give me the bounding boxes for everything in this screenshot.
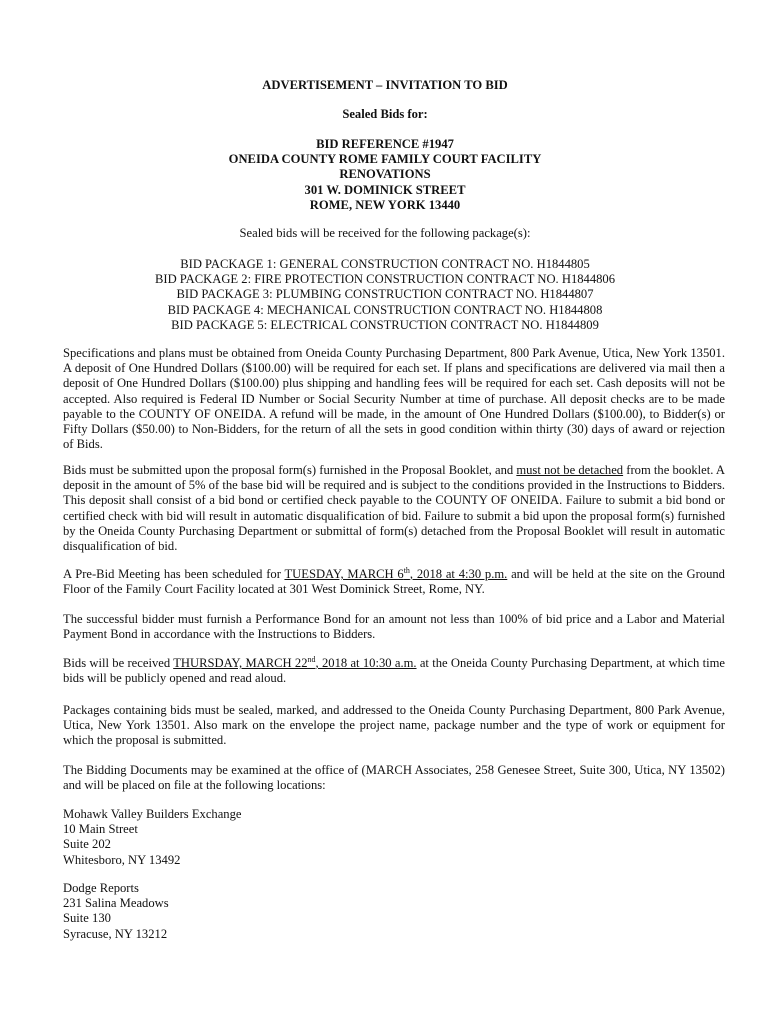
document-subtitle: Sealed Bids for: bbox=[342, 107, 428, 121]
location-address-block bbox=[63, 881, 463, 942]
proposal-text: from the booklet. A deposit in the amount of 5% of the base bid will be required and is subject to the conditions provided in the Instructions to Bidders. This deposit shall consist of a bid bond or certified check payable to the COUNTY OF ONEIDA. Failure to submit a bid bond or certified check with bid will result in automatic disqualification of bid. Failure to submit a bid upon the proposal form(s) furnished by the Oneida County Purchasing Department or submittal of form(s) detached from the Proposal Booklet will result in automatic disqualification of bid. bbox=[63, 463, 725, 554]
packages-intro: Sealed bids will be received for the following package(s): bbox=[239, 226, 531, 240]
bid-opening-time-text: , 2018 at 10:30 a.m. bbox=[315, 656, 417, 670]
bid-reference-line: BID REFERENCE #1947 bbox=[316, 137, 454, 151]
pre-bid-date-text: TUESDAY, MARCH 6 bbox=[284, 567, 404, 581]
location-address-block bbox=[63, 807, 463, 868]
bid-packages-list bbox=[0, 257, 770, 333]
bond-paragraph: The successful bidder must furnish a Performance Bond for an amount not less than 100% of bid price and a Labor and Material Payment Bond in accordance with the Instructions to Bidders. bbox=[63, 612, 725, 642]
must-not-detach-text: must not be detached bbox=[516, 463, 624, 477]
bids-received-paragraph bbox=[63, 656, 725, 686]
bid-opening-date-suffix: nd bbox=[307, 654, 316, 664]
location-street: 231 Salina Meadows bbox=[63, 896, 169, 911]
bid-opening-date-text: THURSDAY, MARCH 22 bbox=[173, 656, 308, 670]
bid-package-item: BID PACKAGE 1: GENERAL CONSTRUCTION CONTRACT NO. H1844805 bbox=[180, 257, 590, 271]
location-name: Dodge Reports bbox=[63, 881, 139, 895]
document-title: ADVERTISEMENT – INVITATION TO BID bbox=[262, 78, 508, 92]
bid-package-item: BID PACKAGE 3: PLUMBING CONSTRUCTION CONTRACT NO. H1844807 bbox=[176, 287, 594, 302]
project-name-line: ONEIDA COUNTY ROME FAMILY COURT FACILITY bbox=[228, 152, 542, 167]
pre-bid-date-suffix: th bbox=[403, 565, 410, 575]
pre-bid-text: A Pre-Bid Meeting has been scheduled for bbox=[63, 567, 285, 581]
bid-package-item: BID PACKAGE 4: MECHANICAL CONSTRUCTION CONTRACT NO. H1844808 bbox=[167, 302, 603, 317]
location-city: Syracuse, NY 13212 bbox=[63, 926, 168, 941]
location-street: 10 Main Street bbox=[63, 822, 138, 837]
bid-package-item: BID PACKAGE 2: FIRE PROTECTION CONSTRUCTION CONTRACT NO. H1844806 bbox=[154, 272, 616, 287]
pre-bid-text: and will be held at the site on the Ground Floor of the Family Court Facility located at 301 West Dominick Street, Rome, NY. bbox=[63, 567, 725, 597]
proposal-text: Bids must be submitted upon the proposal form(s) furnished in the Proposal Booklet, and bbox=[63, 463, 517, 477]
pre-bid-meeting-paragraph bbox=[63, 567, 725, 597]
bids-received-text: at the Oneida County Purchasing Department, at which time bids will be publicly opened and read aloud. bbox=[63, 656, 725, 686]
pre-bid-time-text: , 2018 at 4:30 p.m. bbox=[409, 567, 508, 581]
location-city: Whitesboro, NY 13492 bbox=[63, 852, 181, 867]
bid-reference-block bbox=[0, 137, 770, 213]
bid-package-item: BID PACKAGE 5: ELECTRICAL CONSTRUCTION CONTRACT NO. H1844809 bbox=[171, 317, 599, 332]
bid-opening-date bbox=[173, 656, 416, 670]
location-suite: Suite 202 bbox=[63, 837, 111, 852]
packages-sealed-paragraph: Packages containing bids must be sealed, marked, and addressed to the Oneida County Purchasing Department, 800 Park Avenue, Utica, New York 13501. Also mark on the envelope the project name, package number and the type of work or equipment for which the proposal is submitted. bbox=[63, 703, 725, 748]
project-city-line: ROME, NEW YORK 13440 bbox=[309, 197, 461, 212]
proposal-paragraph bbox=[63, 463, 725, 554]
project-address-line: 301 W. DOMINICK STREET bbox=[304, 182, 466, 197]
examination-paragraph: The Bidding Documents may be examined at the office of (MARCH Associates, 258 Genesee Street, Suite 300, Utica, NY 13502) and will be placed on file at the following locations: bbox=[63, 763, 725, 793]
bids-received-text: Bids will be received bbox=[63, 656, 174, 670]
location-suite: Suite 130 bbox=[63, 911, 111, 926]
project-name-line: RENOVATIONS bbox=[339, 167, 431, 182]
location-name: Mohawk Valley Builders Exchange bbox=[63, 807, 242, 821]
pre-bid-date bbox=[284, 567, 507, 581]
specifications-paragraph: Specifications and plans must be obtained from Oneida County Purchasing Department, 800 Park Avenue, Utica, New York 13501. A deposit of One Hundred Dollars ($100.00) will be required for each set. If plans and specifications are delivered via mail then a deposit of One Hundred Dollars ($100.00) plus shipping and handling fees will be required for each set. Cash deposits will not be accepted. Also required is Federal ID Number or Social Security Number at time of purchase. All deposit checks are to be made payable to the COUNTY OF ONEIDA. A refund will be made, in the amount of One Hundred Dollars ($100.00), to Bidder(s) or Fifty Dollars ($50.00) to Non-Bidders, for the return of all the sets in good condition within thirty (30) days of award or rejection of Bids. bbox=[63, 346, 725, 452]
